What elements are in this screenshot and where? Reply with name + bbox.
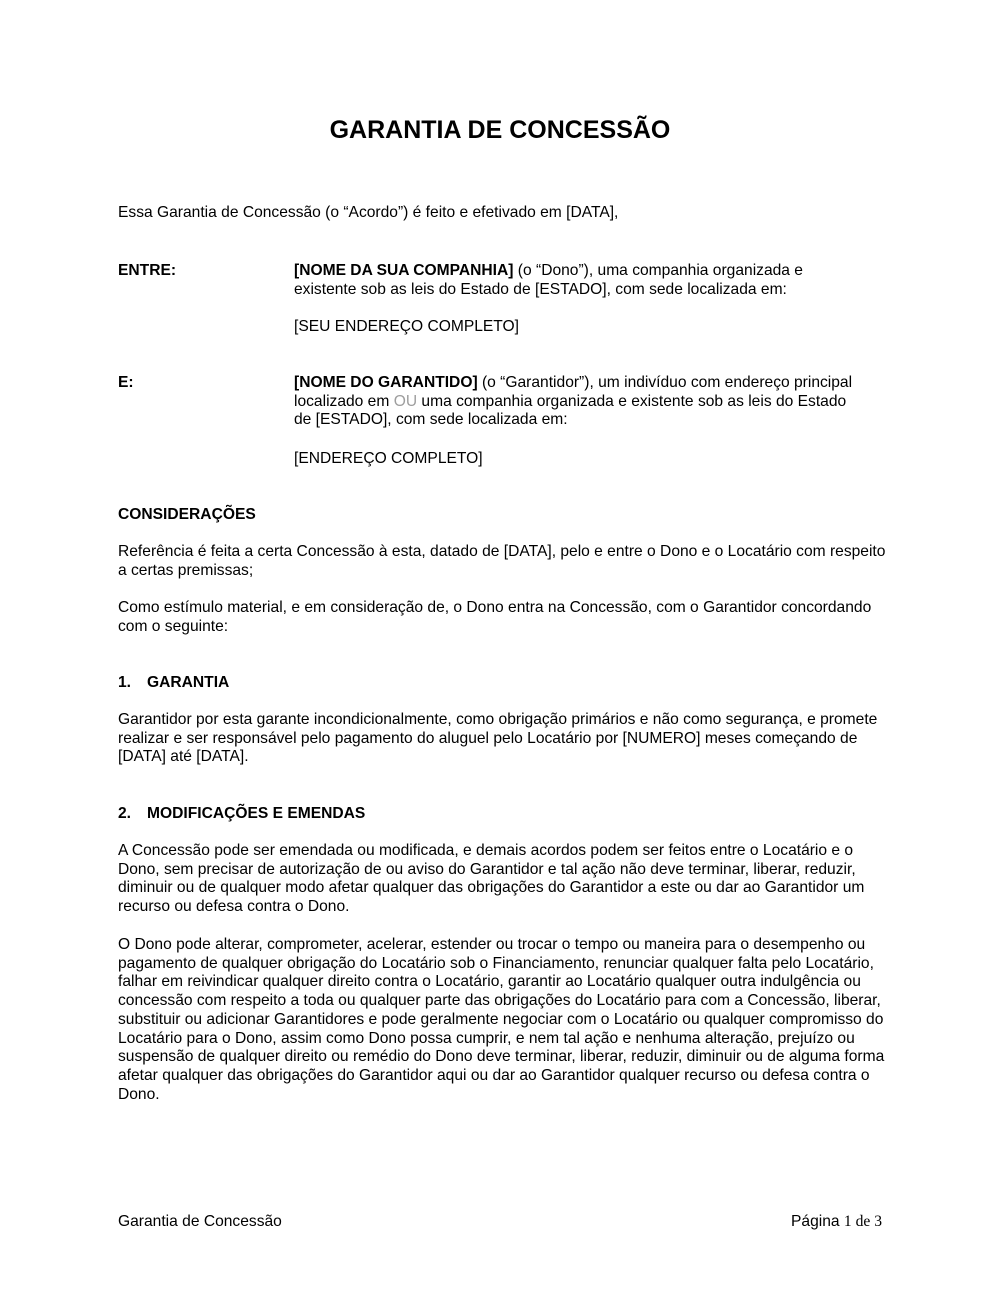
footer-page-total: 3 <box>874 1213 882 1230</box>
guarantor-text-line1: (o “Garantidor”), um indivíduo com endereço principal <box>477 374 853 391</box>
guarantor-text-line3: de [ESTADO], com sede localizada em: <box>294 411 568 429</box>
intro-paragraph: Essa Garantia de Concessão (o “Acordo”) é feito e efetivado em [DATA], <box>118 204 619 221</box>
section-2-heading <box>118 805 365 824</box>
document-title: GARANTIA DE CONCESSÃO <box>329 116 671 144</box>
party-label-and: E: <box>118 374 134 391</box>
section-2-number: 2. <box>118 805 132 822</box>
party-owner-block <box>294 262 894 299</box>
guarantor-address-placeholder: [ENDEREÇO COMPLETO] <box>294 450 483 467</box>
owner-name-placeholder: [NOME DA SUA COMPANHIA] <box>294 262 514 279</box>
section-1-paragraph-1: Garantidor por esta garante incondicionalmente, como obrigação primários e não como segurança, e promete realizar e ser responsável pelo pagamento do aluguel pelo Locatário por [NUMERO] meses começando de [DATA] até [DATA]. <box>118 711 878 766</box>
guarantor-text-line2-pre: localizado em <box>294 392 394 410</box>
page-footer <box>118 1213 882 1232</box>
owner-text-line2: existente sob as leis do Estado de [ESTADO], com sede localizada em: <box>294 280 787 298</box>
considerations-heading: CONSIDERAÇÕES <box>118 506 256 523</box>
guarantor-name-placeholder: [NOME DO GARANTIDO] <box>294 374 478 391</box>
party-guarantor-block <box>294 374 894 430</box>
considerations-paragraph-2: Como estímulo material, e em consideração de, o Dono entra na Concessão, com o Garantidor concordando com o seguinte: <box>118 599 872 635</box>
owner-text-line1: (o “Dono”), uma companhia organizada e <box>513 262 803 279</box>
section-2-paragraph-1: A Concessão pode ser emendada ou modificada, e demais acordos podem ser feitos entre o Locatário e o Dono, sem precisar de autorização de ou aviso do Garantidor e tal ação não deve terminar, liberar, reduzir, diminuir ou de qualquer modo afetar qualquer das obrigações do Garantidor a este ou dar ao Garantidor um recurso ou defesa contra o Dono. <box>118 842 865 916</box>
footer-page-of: de <box>851 1213 875 1230</box>
footer-page-current: 1 <box>843 1213 852 1230</box>
guarantor-text-line2-post: uma companhia organizada e existente sob as leis do Estado <box>417 392 847 410</box>
section-1-heading <box>118 674 229 693</box>
or-option-text: OU <box>393 392 418 410</box>
section-1-number: 1. <box>118 674 132 691</box>
party-label-between: ENTRE: <box>118 262 177 279</box>
section-2-paragraph-2: O Dono pode alterar, comprometer, acelerar, estender ou trocar o tempo ou maneira para o desempenho ou pagamento de qualquer obrigação do Locatário sob o Financiamento, renunciar qualquer falta pelo Locatário, falhar em reivindicar qualquer direito contra o Locatário, garantir ao Locatário qualquer outra indulgência ou concessão com respeito a toda ou qualquer parte das obrigações do Locatário para com a Concessão, liberar, substituir ou adicionar Garantidores e pode geralmente negociar com o Locatário ou qualquer compromisso do Locatário para o Dono, assim como Dono possa cumprir, e nem tal ação e nenhuma alteração, prejuízo ou suspensão de qualquer direito ou remédio do Dono deve terminar, liberar, reduzir, diminuir ou de alguma forma afetar qualquer das obrigações do Garantidor aqui ou dar ao Garantidor qualquer recurso ou defesa contra o Dono. <box>118 936 885 1103</box>
footer-page-number <box>791 1213 882 1232</box>
footer-page-label: Página <box>791 1213 844 1230</box>
owner-address-placeholder: [SEU ENDEREÇO COMPLETO] <box>294 318 519 335</box>
section-2-title: MODIFICAÇÕES E EMENDAS <box>147 805 366 822</box>
footer-document-name: Garantia de Concessão <box>118 1213 282 1230</box>
section-1-title: GARANTIA <box>147 674 230 691</box>
considerations-paragraph-1: Referência é feita a certa Concessão à esta, datado de [DATA], pelo e entre o Dono e o Locatário com respeito a certas premissas; <box>118 543 886 579</box>
